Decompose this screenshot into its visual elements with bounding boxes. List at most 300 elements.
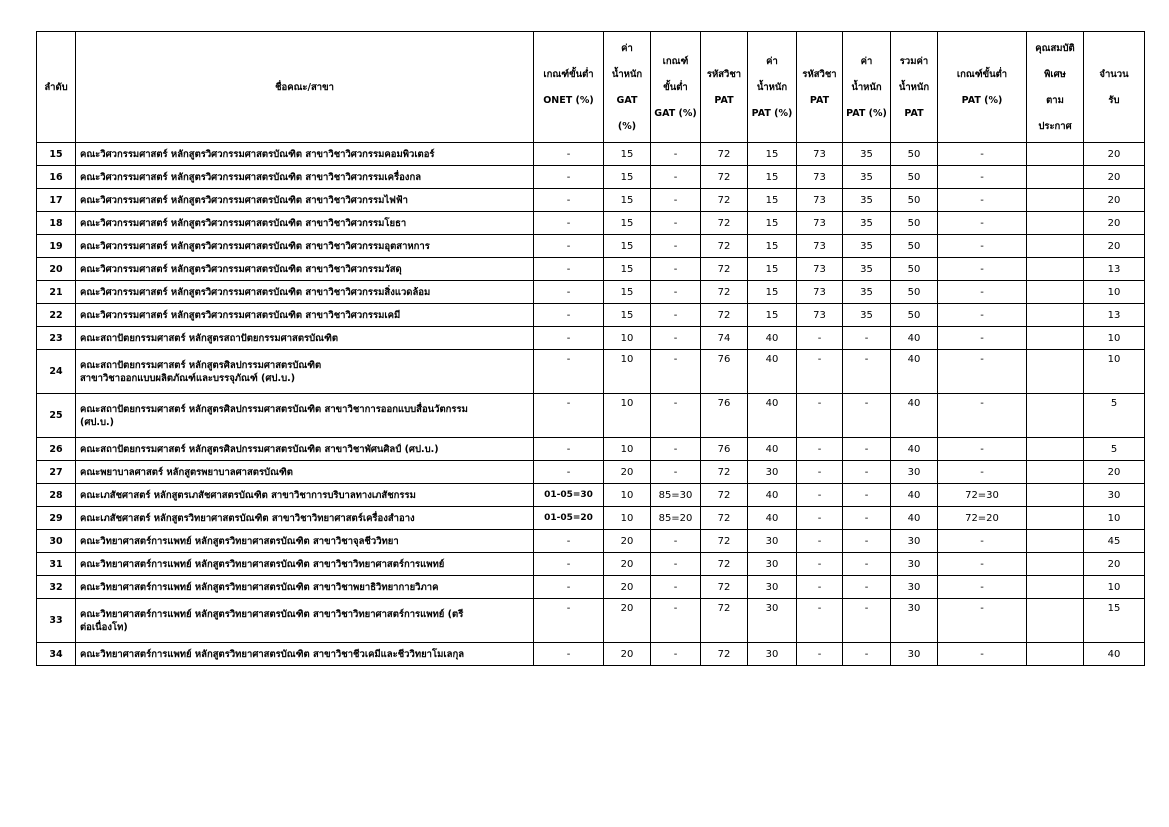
header-pat-weight-2: ค่า น้ำหนัก PAT (%) — [843, 32, 891, 143]
special-cell — [1027, 484, 1084, 507]
pat-weight-1-cell: 15 — [748, 235, 797, 258]
pat-min-cell: 72=30 — [938, 484, 1027, 507]
row-number: 32 — [37, 576, 76, 599]
special-cell — [1027, 553, 1084, 576]
gat-weight-cell: 15 — [604, 166, 651, 189]
pat-min-cell: - — [938, 553, 1027, 576]
seats-cell: 20 — [1084, 143, 1145, 166]
pat-code-2-cell: 73 — [797, 235, 843, 258]
program-name-line: (ศป.บ.) — [80, 416, 114, 428]
pat-code-2-cell: - — [797, 484, 843, 507]
gat-min-cell: - — [651, 576, 701, 599]
program-name-line: คณะสถาปัตยกรรมศาสตร์ หลักสูตรศิลปกรรมศาสตรบัณฑิต สาขาวิชาพัศนศิลป์ (ศป.บ.) — [80, 443, 439, 455]
table-row — [37, 143, 1145, 166]
pat-code-2-cell: - — [797, 461, 843, 484]
program-name — [76, 599, 534, 643]
row-number: 25 — [37, 394, 76, 438]
special-cell — [1027, 350, 1084, 394]
table-row — [37, 507, 1145, 530]
pat-code-2-cell: 73 — [797, 143, 843, 166]
row-number: 30 — [37, 530, 76, 553]
pat-min-cell: - — [938, 576, 1027, 599]
pat-weight-1-cell: 15 — [748, 258, 797, 281]
gat-min-cell: - — [651, 394, 701, 438]
special-cell — [1027, 394, 1084, 438]
pat-weight-1-cell: 15 — [748, 189, 797, 212]
onet-cell: 01-05=20 — [534, 507, 604, 530]
pat-min-cell: - — [938, 394, 1027, 438]
seats-cell: 15 — [1084, 599, 1145, 643]
program-name — [76, 258, 534, 281]
program-name — [76, 166, 534, 189]
program-name — [76, 212, 534, 235]
pat-weight-2-cell: - — [843, 350, 891, 394]
gat-min-cell: - — [651, 212, 701, 235]
special-cell — [1027, 212, 1084, 235]
gat-weight-cell: 20 — [604, 643, 651, 666]
program-name-line: คณะเภสัชศาสตร์ หลักสูตรวิทยาศาสตรบัณฑิต สาขาวิชาวิทยาศาสตร์เครื่องสำอาง — [80, 512, 415, 524]
pat-weight-1-cell: 30 — [748, 576, 797, 599]
pat-code-2-cell: - — [797, 599, 843, 643]
gat-min-cell: - — [651, 327, 701, 350]
seats-cell: 13 — [1084, 304, 1145, 327]
pat-weight-1-cell: 15 — [748, 143, 797, 166]
pat-code-1-cell: 72 — [701, 281, 748, 304]
program-name-line: สาขาวิชาออกแบบผลิตภัณฑ์และบรรจุภัณฑ์ (ศป.บ.) — [80, 372, 296, 384]
pat-weight-1-cell: 40 — [748, 350, 797, 394]
seats-cell: 10 — [1084, 327, 1145, 350]
pat-code-2-cell: - — [797, 530, 843, 553]
header-pat-total: รวมค่า น้ำหนัก PAT — [891, 32, 938, 143]
pat-total-cell: 50 — [891, 258, 938, 281]
pat-code-2-cell: - — [797, 576, 843, 599]
gat-weight-cell: 15 — [604, 212, 651, 235]
pat-min-cell: - — [938, 461, 1027, 484]
gat-weight-cell: 10 — [604, 394, 651, 438]
pat-min-cell: - — [938, 350, 1027, 394]
pat-code-1-cell: 72 — [701, 235, 748, 258]
seats-cell: 5 — [1084, 394, 1145, 438]
gat-min-cell: - — [651, 438, 701, 461]
pat-total-cell: 50 — [891, 304, 938, 327]
program-name — [76, 484, 534, 507]
row-number: 26 — [37, 438, 76, 461]
program-name — [76, 281, 534, 304]
pat-code-2-cell: - — [797, 394, 843, 438]
row-number: 33 — [37, 599, 76, 643]
special-cell — [1027, 327, 1084, 350]
program-name-line: ต่อเนื่องโท) — [80, 621, 128, 633]
special-cell — [1027, 304, 1084, 327]
row-number: 17 — [37, 189, 76, 212]
table-row — [37, 530, 1145, 553]
gat-min-cell: - — [651, 143, 701, 166]
program-name-line: คณะพยาบาลศาสตร์ หลักสูตรพยาบาลศาสตรบัณฑิต — [80, 466, 293, 478]
pat-min-cell: - — [938, 143, 1027, 166]
table-row — [37, 599, 1145, 643]
special-cell — [1027, 166, 1084, 189]
gat-min-cell: - — [651, 553, 701, 576]
onet-cell: - — [534, 599, 604, 643]
gat-min-cell: 85=20 — [651, 507, 701, 530]
gat-weight-cell: 10 — [604, 438, 651, 461]
gat-weight-cell: 20 — [604, 530, 651, 553]
pat-weight-2-cell: 35 — [843, 304, 891, 327]
admission-criteria-table — [36, 31, 1145, 666]
table-row — [37, 576, 1145, 599]
onet-cell: - — [534, 327, 604, 350]
gat-min-cell: - — [651, 643, 701, 666]
pat-weight-2-cell: - — [843, 599, 891, 643]
pat-code-2-cell: 73 — [797, 258, 843, 281]
pat-total-cell: 50 — [891, 212, 938, 235]
program-name — [76, 235, 534, 258]
pat-code-1-cell: 72 — [701, 258, 748, 281]
program-name-line: คณะวิทยาศาสตร์การแพทย์ หลักสูตรวิทยาศาสตรบัณฑิต สาขาวิชาวิทยาศาสตร์การแพทย์ — [80, 558, 445, 570]
seats-cell: 10 — [1084, 281, 1145, 304]
gat-weight-cell: 10 — [604, 484, 651, 507]
special-cell — [1027, 507, 1084, 530]
row-number: 23 — [37, 327, 76, 350]
pat-weight-1-cell: 40 — [748, 507, 797, 530]
pat-weight-2-cell: 35 — [843, 258, 891, 281]
pat-min-cell: - — [938, 166, 1027, 189]
pat-weight-2-cell: - — [843, 530, 891, 553]
pat-code-1-cell: 72 — [701, 143, 748, 166]
program-name-line: คณะวิศวกรรมศาสตร์ หลักสูตรวิศวกรรมศาสตรบัณฑิต สาขาวิชาวิศวกรรมคอมพิวเตอร์ — [80, 148, 435, 160]
pat-weight-1-cell: 30 — [748, 599, 797, 643]
pat-weight-2-cell: 35 — [843, 143, 891, 166]
pat-min-cell: - — [938, 304, 1027, 327]
header-seats: จำนวน รับ — [1084, 32, 1145, 143]
pat-code-2-cell: - — [797, 327, 843, 350]
program-name — [76, 394, 534, 438]
program-name-line: คณะวิทยาศาสตร์การแพทย์ หลักสูตรวิทยาศาสตรบัณฑิต สาขาวิชาชีวเคมีและชีววิทยาโมเลกุล — [80, 648, 465, 660]
pat-min-cell: - — [938, 327, 1027, 350]
seats-cell: 10 — [1084, 576, 1145, 599]
program-name — [76, 189, 534, 212]
pat-weight-1-cell: 30 — [748, 553, 797, 576]
pat-weight-2-cell: - — [843, 461, 891, 484]
table-row — [37, 553, 1145, 576]
row-number: 34 — [37, 643, 76, 666]
row-number: 28 — [37, 484, 76, 507]
pat-total-cell: 40 — [891, 484, 938, 507]
pat-weight-1-cell: 15 — [748, 281, 797, 304]
pat-code-2-cell: 73 — [797, 281, 843, 304]
special-cell — [1027, 461, 1084, 484]
gat-weight-cell: 15 — [604, 304, 651, 327]
row-number: 29 — [37, 507, 76, 530]
pat-total-cell: 40 — [891, 327, 938, 350]
pat-total-cell: 50 — [891, 235, 938, 258]
onet-cell: - — [534, 235, 604, 258]
program-name-line: คณะวิศวกรรมศาสตร์ หลักสูตรวิศวกรรมศาสตรบัณฑิต สาขาวิชาวิศวกรรมอุตสาหการ — [80, 240, 430, 252]
program-name — [76, 553, 534, 576]
pat-code-2-cell: 73 — [797, 304, 843, 327]
table-row — [37, 484, 1145, 507]
seats-cell: 20 — [1084, 189, 1145, 212]
header-row — [37, 32, 1145, 143]
pat-weight-1-cell: 30 — [748, 530, 797, 553]
header-gat-weight: ค่า น้ำหนัก GAT (%) — [604, 32, 651, 143]
pat-code-1-cell: 76 — [701, 350, 748, 394]
program-name — [76, 438, 534, 461]
onet-cell: - — [534, 212, 604, 235]
onet-cell: - — [534, 281, 604, 304]
pat-code-2-cell: 73 — [797, 189, 843, 212]
program-name-line: คณะวิทยาศาสตร์การแพทย์ หลักสูตรวิทยาศาสตรบัณฑิต สาขาวิชาพยาธิวิทยากายวิภาค — [80, 581, 439, 593]
pat-weight-1-cell: 30 — [748, 643, 797, 666]
gat-min-cell: - — [651, 350, 701, 394]
pat-weight-2-cell: - — [843, 484, 891, 507]
pat-code-1-cell: 72 — [701, 484, 748, 507]
table-row — [37, 166, 1145, 189]
gat-weight-cell: 15 — [604, 189, 651, 212]
special-cell — [1027, 189, 1084, 212]
pat-weight-1-cell: 15 — [748, 304, 797, 327]
onet-cell: - — [534, 166, 604, 189]
pat-total-cell: 40 — [891, 350, 938, 394]
pat-min-cell: - — [938, 530, 1027, 553]
pat-code-1-cell: 72 — [701, 304, 748, 327]
pat-code-2-cell: 73 — [797, 166, 843, 189]
pat-min-cell: - — [938, 599, 1027, 643]
program-name — [76, 530, 534, 553]
onet-cell: - — [534, 258, 604, 281]
pat-total-cell: 40 — [891, 394, 938, 438]
pat-total-cell: 40 — [891, 507, 938, 530]
gat-min-cell: - — [651, 304, 701, 327]
gat-weight-cell: 10 — [604, 507, 651, 530]
pat-total-cell: 40 — [891, 438, 938, 461]
pat-weight-2-cell: - — [843, 553, 891, 576]
program-name — [76, 327, 534, 350]
pat-code-2-cell: 73 — [797, 212, 843, 235]
onet-cell: - — [534, 394, 604, 438]
onet-cell: - — [534, 553, 604, 576]
pat-weight-2-cell: 35 — [843, 189, 891, 212]
program-name-line: คณะวิศวกรรมศาสตร์ หลักสูตรวิศวกรรมศาสตรบัณฑิต สาขาวิชาวิศวกรรมไฟฟ้า — [80, 194, 408, 206]
gat-weight-cell: 15 — [604, 258, 651, 281]
header-name: ชื่อคณะ/สาขา — [76, 32, 534, 143]
special-cell — [1027, 599, 1084, 643]
gat-weight-cell: 20 — [604, 553, 651, 576]
seats-cell: 5 — [1084, 438, 1145, 461]
pat-weight-1-cell: 40 — [748, 438, 797, 461]
pat-min-cell: - — [938, 438, 1027, 461]
seats-cell: 20 — [1084, 212, 1145, 235]
pat-total-cell: 50 — [891, 189, 938, 212]
onet-cell: - — [534, 643, 604, 666]
pat-total-cell: 30 — [891, 643, 938, 666]
pat-code-1-cell: 72 — [701, 553, 748, 576]
seats-cell: 20 — [1084, 461, 1145, 484]
pat-total-cell: 30 — [891, 599, 938, 643]
table-row — [37, 304, 1145, 327]
gat-min-cell: - — [651, 281, 701, 304]
gat-min-cell: 85=30 — [651, 484, 701, 507]
pat-total-cell: 50 — [891, 166, 938, 189]
header-pat-weight-1: ค่า น้ำหนัก PAT (%) — [748, 32, 797, 143]
header-pat-code-1: รหัสวิชา PAT — [701, 32, 748, 143]
pat-code-2-cell: - — [797, 643, 843, 666]
program-name — [76, 461, 534, 484]
pat-code-1-cell: 72 — [701, 576, 748, 599]
gat-weight-cell: 10 — [604, 327, 651, 350]
special-cell — [1027, 576, 1084, 599]
pat-code-1-cell: 72 — [701, 643, 748, 666]
pat-weight-1-cell: 15 — [748, 212, 797, 235]
row-number: 27 — [37, 461, 76, 484]
gat-min-cell: - — [651, 530, 701, 553]
pat-total-cell: 30 — [891, 576, 938, 599]
table-row — [37, 189, 1145, 212]
pat-min-cell: - — [938, 258, 1027, 281]
program-name-line: คณะวิทยาศาสตร์การแพทย์ หลักสูตรวิทยาศาสตรบัณฑิต สาขาวิชาจุลชีววิทยา — [80, 535, 399, 547]
pat-code-1-cell: 72 — [701, 212, 748, 235]
pat-weight-2-cell: 35 — [843, 212, 891, 235]
pat-weight-2-cell: - — [843, 507, 891, 530]
gat-weight-cell: 15 — [604, 235, 651, 258]
pat-weight-2-cell: 35 — [843, 235, 891, 258]
header-special: คุณสมบัติ พิเศษ ตาม ประกาศ — [1027, 32, 1084, 143]
onet-cell: - — [534, 530, 604, 553]
onet-cell: - — [534, 304, 604, 327]
program-name-line: คณะสถาปัตยกรรมศาสตร์ หลักสูตรศิลปกรรมศาสตรบัณฑิต สาขาวิชาการออกแบบสื่อนวัตกรรม — [80, 403, 468, 415]
program-name-line: คณะสถาปัตยกรรมศาสตร์ หลักสูตรสถาปัตยกรรมศาสตรบัณฑิต — [80, 332, 338, 344]
row-number: 20 — [37, 258, 76, 281]
pat-code-2-cell: - — [797, 438, 843, 461]
table-row — [37, 438, 1145, 461]
gat-min-cell: - — [651, 166, 701, 189]
pat-code-2-cell: - — [797, 507, 843, 530]
seats-cell: 20 — [1084, 166, 1145, 189]
pat-code-1-cell: 72 — [701, 189, 748, 212]
gat-weight-cell: 10 — [604, 350, 651, 394]
onet-cell: - — [534, 576, 604, 599]
onet-cell: - — [534, 143, 604, 166]
header-pat-code-2: รหัสวิชา PAT — [797, 32, 843, 143]
table-row — [37, 281, 1145, 304]
program-name — [76, 507, 534, 530]
gat-weight-cell: 15 — [604, 281, 651, 304]
table-row — [37, 235, 1145, 258]
program-name-line: คณะวิศวกรรมศาสตร์ หลักสูตรวิศวกรรมศาสตรบัณฑิต สาขาวิชาวิศวกรรมโยธา — [80, 217, 407, 229]
pat-weight-2-cell: - — [843, 643, 891, 666]
seats-cell: 45 — [1084, 530, 1145, 553]
header-onet: เกณฑ์ขั้นต่ำ ONET (%) — [534, 32, 604, 143]
program-name-line: คณะวิศวกรรมศาสตร์ หลักสูตรวิศวกรรมศาสตรบัณฑิต สาขาวิชาวิศวกรรมวัสดุ — [80, 263, 402, 275]
row-number: 21 — [37, 281, 76, 304]
pat-min-cell: - — [938, 212, 1027, 235]
gat-min-cell: - — [651, 599, 701, 643]
pat-code-2-cell: - — [797, 553, 843, 576]
gat-min-cell: - — [651, 235, 701, 258]
program-name — [76, 643, 534, 666]
header-no: ลำดับ — [37, 32, 76, 143]
program-name-line: คณะสถาปัตยกรรมศาสตร์ หลักสูตรศิลปกรรมศาสตรบัณฑิต — [80, 359, 322, 371]
pat-total-cell: 30 — [891, 461, 938, 484]
pat-code-1-cell: 72 — [701, 461, 748, 484]
gat-weight-cell: 15 — [604, 143, 651, 166]
pat-weight-2-cell: - — [843, 438, 891, 461]
row-number: 31 — [37, 553, 76, 576]
table-row — [37, 258, 1145, 281]
pat-weight-1-cell: 40 — [748, 484, 797, 507]
special-cell — [1027, 258, 1084, 281]
pat-weight-1-cell: 15 — [748, 166, 797, 189]
gat-min-cell: - — [651, 258, 701, 281]
program-name-line: คณะวิทยาศาสตร์การแพทย์ หลักสูตรวิทยาศาสตรบัณฑิต สาขาวิชาวิทยาศาสตร์การแพทย์ (ตรี — [80, 608, 464, 620]
program-name-line: คณะวิศวกรรมศาสตร์ หลักสูตรวิศวกรรมศาสตรบัณฑิต สาขาวิชาวิศวกรรมสิ่งแวดล้อม — [80, 286, 431, 298]
row-number: 22 — [37, 304, 76, 327]
pat-min-cell: - — [938, 189, 1027, 212]
seats-cell: 20 — [1084, 553, 1145, 576]
program-name — [76, 143, 534, 166]
pat-weight-2-cell: 35 — [843, 166, 891, 189]
table-row — [37, 461, 1145, 484]
pat-weight-1-cell: 40 — [748, 394, 797, 438]
special-cell — [1027, 643, 1084, 666]
pat-weight-2-cell: - — [843, 327, 891, 350]
pat-code-1-cell: 76 — [701, 394, 748, 438]
onet-cell: - — [534, 461, 604, 484]
header-pat-min: เกณฑ์ขั้นต่ำ PAT (%) — [938, 32, 1027, 143]
pat-weight-2-cell: 35 — [843, 281, 891, 304]
special-cell — [1027, 438, 1084, 461]
pat-min-cell: - — [938, 281, 1027, 304]
row-number: 15 — [37, 143, 76, 166]
program-name — [76, 576, 534, 599]
pat-code-1-cell: 76 — [701, 438, 748, 461]
pat-total-cell: 30 — [891, 553, 938, 576]
program-name — [76, 350, 534, 394]
seats-cell: 30 — [1084, 484, 1145, 507]
special-cell — [1027, 281, 1084, 304]
onet-cell: - — [534, 350, 604, 394]
gat-weight-cell: 20 — [604, 576, 651, 599]
special-cell — [1027, 235, 1084, 258]
table-row — [37, 212, 1145, 235]
pat-min-cell: - — [938, 643, 1027, 666]
row-number: 18 — [37, 212, 76, 235]
table-row — [37, 350, 1145, 394]
seats-cell: 40 — [1084, 643, 1145, 666]
table-row — [37, 394, 1145, 438]
program-name-line: คณะวิศวกรรมศาสตร์ หลักสูตรวิศวกรรมศาสตรบัณฑิต สาขาวิชาวิศวกรรมเครื่องกล — [80, 171, 422, 183]
pat-total-cell: 50 — [891, 143, 938, 166]
onet-cell: - — [534, 438, 604, 461]
pat-weight-2-cell: - — [843, 576, 891, 599]
special-cell — [1027, 143, 1084, 166]
pat-total-cell: 30 — [891, 530, 938, 553]
pat-total-cell: 50 — [891, 281, 938, 304]
gat-weight-cell: 20 — [604, 599, 651, 643]
row-number: 24 — [37, 350, 76, 394]
pat-weight-1-cell: 30 — [748, 461, 797, 484]
seats-cell: 10 — [1084, 507, 1145, 530]
special-cell — [1027, 530, 1084, 553]
pat-min-cell: - — [938, 235, 1027, 258]
program-name-line: คณะวิศวกรรมศาสตร์ หลักสูตรวิศวกรรมศาสตรบัณฑิต สาขาวิชาวิศวกรรมเคมี — [80, 309, 401, 321]
row-number: 16 — [37, 166, 76, 189]
gat-min-cell: - — [651, 189, 701, 212]
header-gat-min: เกณฑ์ ขั้นต่ำ GAT (%) — [651, 32, 701, 143]
seats-cell: 10 — [1084, 350, 1145, 394]
onet-cell: - — [534, 189, 604, 212]
pat-min-cell: 72=20 — [938, 507, 1027, 530]
